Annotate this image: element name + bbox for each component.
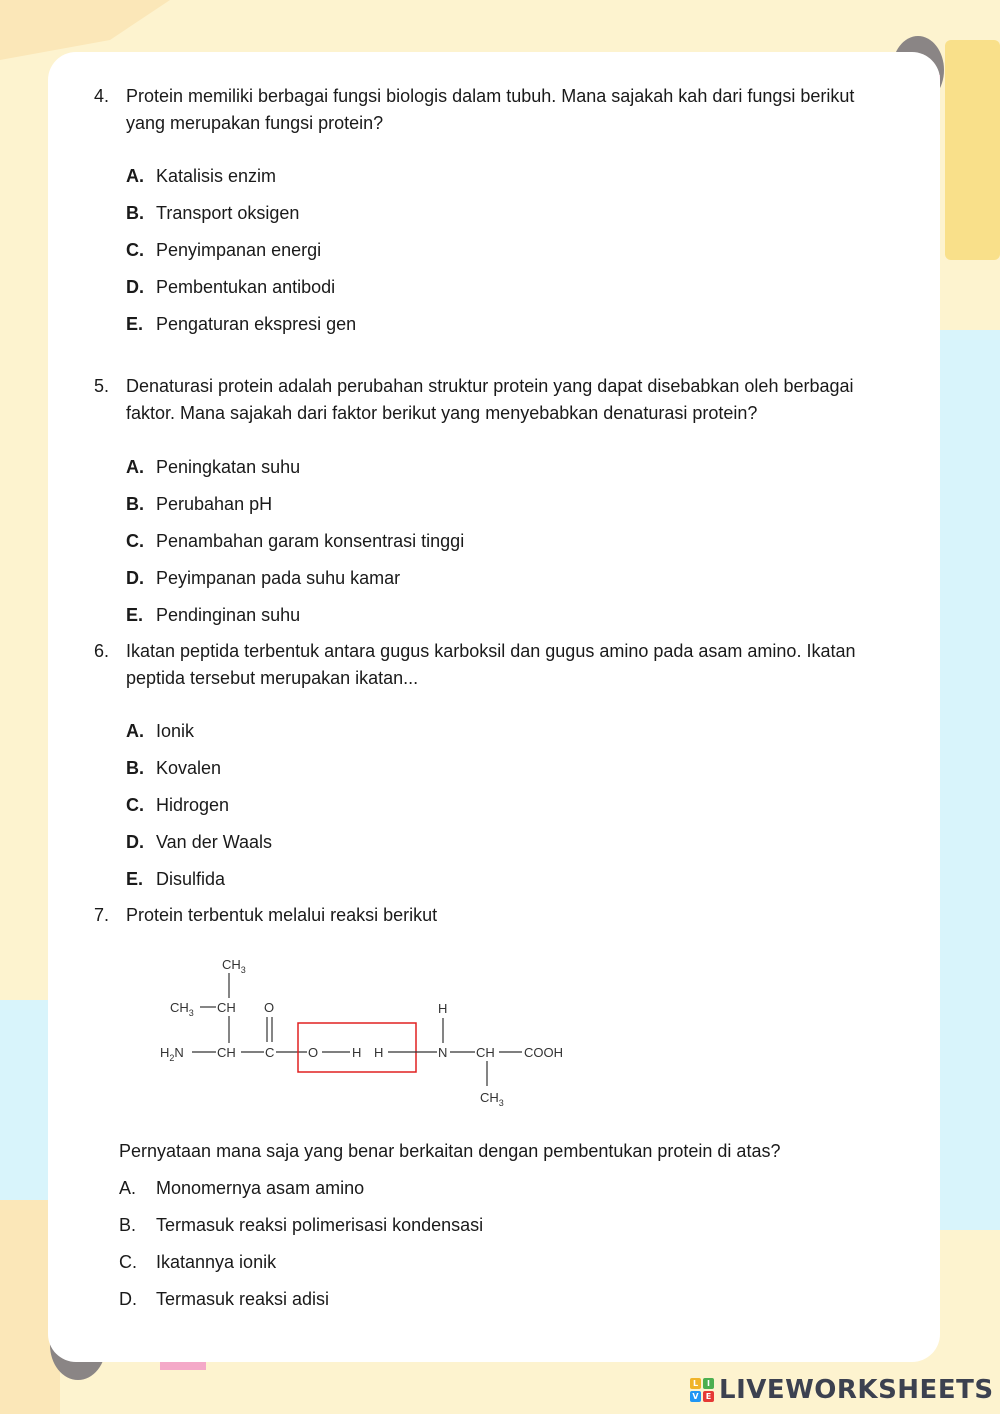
option-4c[interactable]: C. Penyimpanan energi (126, 240, 322, 260)
chem-ch3-left: $CH_3$ (170, 1000, 194, 1018)
chem-o-hydroxyl: O (308, 1045, 319, 1060)
option-5d[interactable]: D. Peyimpanan pada suhu kamar (126, 568, 401, 588)
option-7a[interactable]: A. Monomernya asam amino (119, 1178, 365, 1198)
question-number: 4. (94, 86, 110, 106)
question-4 (94, 83, 884, 137)
question-5 (94, 373, 884, 427)
option-6a[interactable]: A. Ionik (126, 721, 195, 741)
option-6e[interactable]: E. Disulfida (126, 869, 226, 889)
option-5a[interactable]: A. Peningkatan suhu (126, 457, 301, 477)
option-5c[interactable]: C. Penambahan garam konsentrasi tinggi (126, 531, 465, 551)
chem-ch-upper: CH (217, 1000, 236, 1015)
question-number: 6. (94, 641, 110, 661)
option-4a[interactable]: A. Katalisis enzim (126, 166, 277, 186)
chem-ch3-top: $CH_3$ (222, 957, 246, 975)
option-6c[interactable]: C. Hidrogen (126, 795, 230, 815)
question-7-prompt: Pernyataan mana saja yang benar berkaitan dengan pembentukan protein di atas? (119, 1141, 781, 1161)
option-6b[interactable]: B. Kovalen (126, 758, 222, 778)
chem-ch3-bottom: $CH_3$ (480, 1090, 504, 1108)
question-number: 5. (94, 376, 110, 396)
chem-n-amine: N (438, 1045, 448, 1060)
option-4b[interactable]: B. Transport oksigen (126, 203, 300, 223)
liveworksheets-logo[interactable] (690, 1374, 994, 1406)
chem-c-carbonyl: C (265, 1045, 275, 1060)
option-7b[interactable]: B. Termasuk reaksi polimerisasi kondensasi (119, 1215, 484, 1235)
logo-text: LIVEWORKSHEETS (719, 1375, 994, 1405)
option-6d[interactable]: D. Van der Waals (126, 832, 273, 852)
chem-h-top: H (438, 1001, 448, 1016)
option-7c[interactable]: C. Ikatannya ionik (119, 1252, 277, 1272)
question-6 (94, 638, 884, 692)
option-4d[interactable]: D. Pembentukan antibodi (126, 277, 336, 297)
peptide-reaction-diagram (150, 948, 590, 1113)
question-number: 7. (94, 905, 110, 925)
chem-cooh: COOH (524, 1045, 563, 1060)
option-7d[interactable]: D. Termasuk reaksi adisi (119, 1289, 330, 1309)
question-stem: Ikatan peptida terbentuk antara gugus karboksil dan gugus amino pada asam amino. Ikatan peptida tersebut merupakan ikatan... (126, 641, 856, 688)
chem-h-hydroxyl: H (352, 1045, 362, 1060)
chem-ch-main: CH (217, 1045, 236, 1060)
logo-icon: L I V E (690, 1378, 714, 1402)
option-5e[interactable]: E. Pendinginan suhu (126, 605, 301, 625)
chem-ch-second: CH (476, 1045, 495, 1060)
option-5b[interactable]: B. Perubahan pH (126, 494, 273, 514)
question-stem: Denaturasi protein adalah perubahan struktur protein yang dapat disebabkan oleh berbagai faktor. Mana sajakah dari faktor berikut yang menyebabkan denaturasi protein? (126, 376, 854, 423)
chem-o-top: O (264, 1000, 275, 1015)
question-stem: Protein memiliki berbagai fungsi biologis dalam tubuh. Mana sajakah kah dari fungsi berikut yang merupakan fungsi protein? (126, 86, 855, 133)
chem-h-amine: H (374, 1045, 384, 1060)
chem-h2n: $H_2N$ (160, 1045, 184, 1063)
option-4e[interactable]: E. Pengaturan ekspresi gen (126, 314, 357, 334)
question-stem: Protein terbentuk melalui reaksi berikut (126, 905, 438, 925)
question-7 (94, 902, 884, 929)
